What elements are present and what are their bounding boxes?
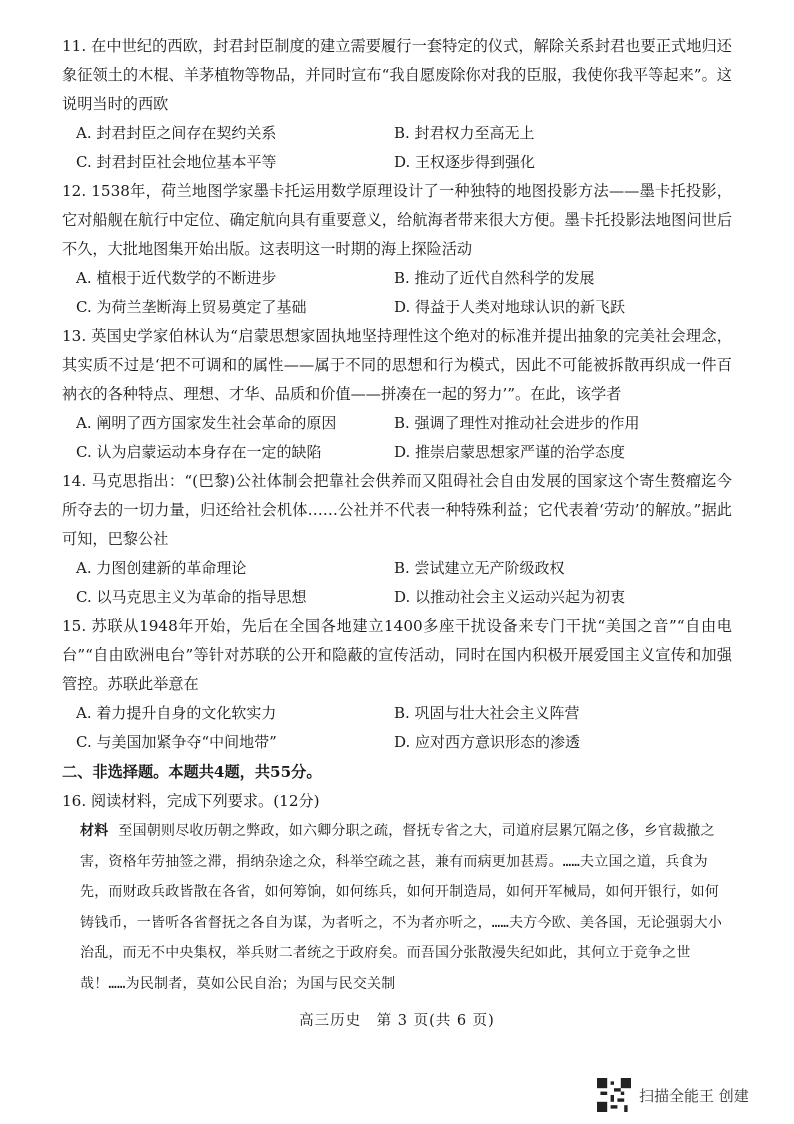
option-c: C. 认为启蒙运动本身存在一定的缺陷 <box>76 443 322 461</box>
option-a: A. 力图创建新的革命理论 <box>76 559 247 577</box>
page-footer: 高三历史 第 3 页(共 6 页) <box>299 1013 495 1029</box>
question-13-options <box>76 409 732 467</box>
question-14-stem: 14. 马克思指出：“(巴黎)公社体制会把靠社会供养而又阻碍社会自由发展的国家这个寄生赘瘤迄今所夺去的一切力量，归还给社会机体……公社并不代表一种特殊利益；它代表着‘劳动’的解放。”据此可知，巴黎公社 <box>62 472 732 548</box>
question-11-options <box>76 119 732 177</box>
qr-code-icon <box>597 1078 631 1112</box>
scan-badge <box>597 1075 749 1115</box>
exam-page <box>62 32 732 999</box>
question-16-stem: 16. 阅读材料，完成下列要求。(12分) <box>62 792 320 810</box>
option-c: C. 以马克思主义为革命的指导思想 <box>76 588 307 606</box>
option-b: B. 推动了近代自然科学的发展 <box>394 269 595 287</box>
scan-badge-text: 扫描全能王 创建 <box>639 1086 749 1105</box>
question-12-stem: 12. 1538年，荷兰地图学家墨卡托运用数学原理设计了一种独特的地图投影方法——墨卡托投影，它对船舰在航行中定位、确定航向具有重要意义，给航海者带来很大方便。墨卡托投影法地图问世后不久，大批地图集开始出版。这表明这一时期的海上探险活动 <box>62 182 732 258</box>
option-b: B. 尝试建立无产阶级政权 <box>394 559 565 577</box>
option-d: D. 王权逐步得到强化 <box>394 153 536 171</box>
question-14 <box>62 467 732 612</box>
question-13 <box>62 322 732 467</box>
question-15 <box>62 612 732 757</box>
option-a: A. 阐明了西方国家发生社会革命的原因 <box>76 414 337 432</box>
material-block <box>80 816 732 999</box>
material-text: 至国朝则尽收历朝之弊政，如六卿分职之疏，督抚专省之大，司道府层累冗隔之侈，乡官裁撤之害，资格年劳抽签之滞，捐纳杂途之众，科举空疏之甚，兼有而病更加甚焉。……夫立国之道，兵食为先，而财政兵政皆散在各省，如何筹饷，如何练兵，如何开制造局，如何开军械局，如何开银行，如何铸钱币，一皆听各省督抚之各自为谋，为者听之，不为者亦听之，……夫方今欧、美各国，无论强弱大小治乱，而无不中央集权，举兵财二者统之于政府矣。而吾国分张散漫失纪如此，其何立于竞争之世哉！……为民制者，莫如公民自治；为国与民交关制 <box>80 823 723 992</box>
option-d: D. 应对西方意识形态的渗透 <box>394 733 581 751</box>
option-b: B. 封君权力至高无上 <box>394 124 535 142</box>
question-11-stem: 11. 在中世纪的西欧，封君封臣制度的建立需要履行一套特定的仪式，解除关系封君也要正式地归还象征领土的木棍、羊茅植物等物品，并同时宣布“我自愿废除你对我的臣服，我使你我平等起来”。这说明当时的西欧 <box>62 37 732 113</box>
option-d: D. 推崇启蒙思想家严谨的治学态度 <box>394 443 626 461</box>
question-15-options <box>76 699 732 757</box>
section-heading: 二、非选择题。本题共4题，共55分。 <box>62 763 322 781</box>
option-d: D. 以推动社会主义运动兴起为初衷 <box>394 588 626 606</box>
option-b: B. 强调了理性对推动社会进步的作用 <box>394 414 640 432</box>
option-b: B. 巩固与壮大社会主义阵营 <box>394 704 580 722</box>
option-c: C. 与美国加紧争夺“中间地带” <box>76 733 277 751</box>
option-d: D. 得益于人类对地球认识的新飞跃 <box>394 298 626 316</box>
option-a: A. 封君封臣之间存在契约关系 <box>76 124 277 142</box>
question-12 <box>62 177 732 322</box>
option-c: C. 为荷兰垄断海上贸易奠定了基础 <box>76 298 307 316</box>
option-a: A. 植根于近代数学的不断进步 <box>76 269 277 287</box>
question-12-options <box>76 264 732 322</box>
option-c: C. 封君封臣社会地位基本平等 <box>76 153 277 171</box>
option-a: A. 着力提升自身的文化软实力 <box>76 704 277 722</box>
question-15-stem: 15. 苏联从1948年开始，先后在全国各地建立1400多座干扰设备来专门干扰“美国之音”“自由电台”“自由欧洲电台”等针对苏联的公开和隐蔽的宣传活动，同时在国内积极开展爱国主义宣传和加强管控。苏联此举意在 <box>62 617 732 693</box>
question-13-stem: 13. 英国史学家伯林认为“启蒙思想家固执地坚持理性这个绝对的标准并提出抽象的完美社会理念，其实质不过是‘把不可调和的属性——属于不同的思想和行为模式，因此不可能被拆散再织成一件百衲衣的各种特点、理想、才华、品质和价值——拼凑在一起的努力’”。在此，该学者 <box>62 327 732 403</box>
material-label: 材料 <box>80 823 109 839</box>
question-16 <box>62 787 732 999</box>
question-14-options <box>76 554 732 612</box>
question-11 <box>62 32 732 177</box>
